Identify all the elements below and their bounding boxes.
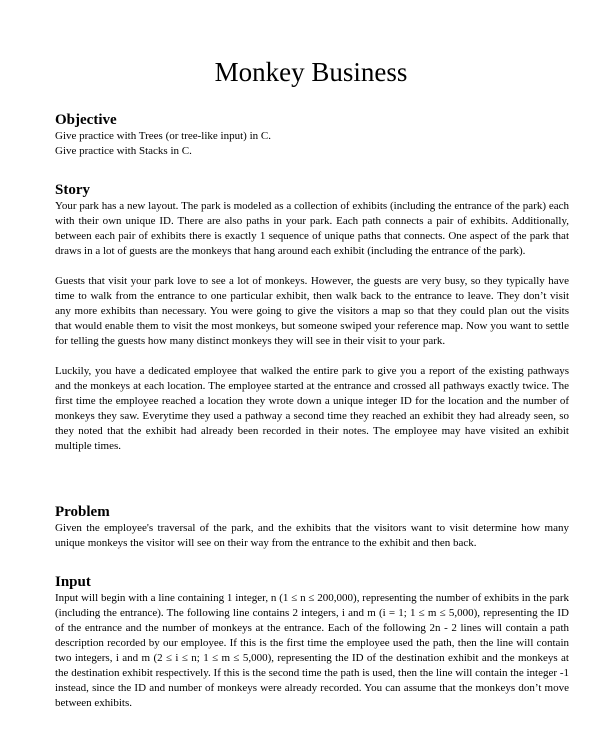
story-paragraph: Luckily, you have a dedicated employee that walked the entire park to give you a report of the existing pathways and the monkeys at each location. The employee started at the entrance and crossed all pathways exactly twice. The first time the employee reached a location they wrote down a unique integer ID for the location and the number of monkeys they saw. Everytime they used a pathway a second time they reached an exhibit they had already seen, so they noted that the exhibit had already been recorded in their notes. The employee may have visited an exhibit multiple times. <box>55 365 569 452</box>
input-section <box>55 574 569 711</box>
objective-line: Give practice with Stacks in C. <box>55 145 192 157</box>
problem-text: Given the employee's traversal of the park, and the exhibits that the visitors want to visit determine how many unique monkeys the visitor will see on their way from the entrance to the exhibit and then back. <box>55 522 569 549</box>
story-paragraph: Guests that visit your park love to see a lot of monkeys. However, the guests are very busy, so they typically have time to walk from the entrance to one particular exhibit, then walk back to the entrance to leave. They don’t visit any more exhibits than necessary. You were going to give the visitors a map so that they could plan out the visits that would enable them to visit the most monkeys, but someone swiped your reference map. Now you want to settle for telling the guests how many distinct monkeys they will see in their visit to your park. <box>55 275 569 347</box>
input-text: Input will begin with a line containing 1 integer, n (1 ≤ n ≤ 200,000), representing the number of exhibits in the park (including the entrance). The following line contains 2 integers, i and m (i = 1; 1 ≤ m ≤ 5,000), representing the ID of the entrance and the number of monkeys at the entrance. Each of the following 2n - 2 lines will contain a path description recorded by our employee. If this is the first time the employee used the path, then the line will contain two integers, i and m (2 ≤ i ≤ n; 1 ≤ m ≤ 5,000), representing the ID of the destination exhibit and the monkeys at the destination exhibit respectively. If this is the second time the path is used, then the line will contain the integer -1 instead, since the ID and number of monkeys were already recorded. You can assume that the monkeys don’t move between exhibits. <box>55 592 569 709</box>
objective-section <box>55 112 569 159</box>
problem-heading: Problem <box>55 504 110 520</box>
page-title: Monkey Business <box>214 57 408 87</box>
story-paragraph: Your park has a new layout. The park is modeled as a collection of exhibits (including the entrance of the park) each with their own unique ID. There are also paths in your park. Each path connects a pair of exhibits. Additionally, between each pair of exhibits there is exactly 1 sequence of unique paths that connects. One aspect of the park that draws in a lot of guests are the monkeys that hang around each exhibit (including the entrance of the park). <box>55 200 569 257</box>
objective-line: Give practice with Trees (or tree-like input) in C. <box>55 130 271 142</box>
story-section <box>55 182 569 469</box>
objective-heading: Objective <box>55 112 117 128</box>
story-heading: Story <box>55 182 90 198</box>
input-heading: Input <box>55 574 91 590</box>
problem-section <box>55 504 569 551</box>
